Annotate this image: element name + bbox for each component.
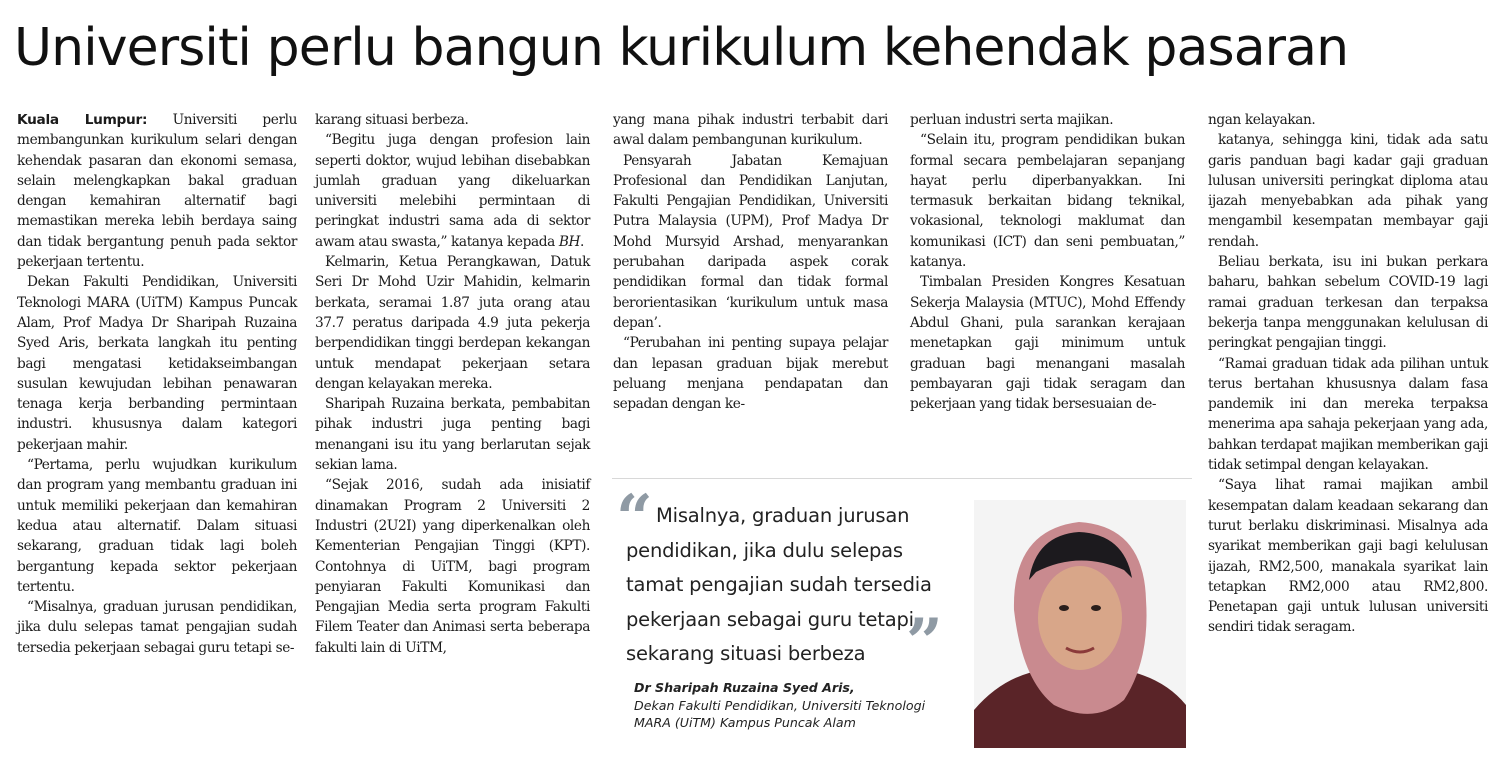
paragraph: “Pertama, perlu wujudkan kurikulum dan program yang membantu graduan ini untuk memiliki pekerjaan dan kemahiran kedua atau alternatif. Dalam situasi sekarang, graduan tidak lagi boleh bergantung kepada sektor pekerjaan tertentu.: [17, 457, 297, 595]
paragraph: Kelmarin, Ketua Perangkawan, Datuk Seri Dr Mohd Uzir Mahidin, kelmarin berkata, seramai 1.87 juta orang atau 37.7 peratus daripada 4.9 juta pekerja berpendidikan tinggi berdepan kekangan untuk mendapat pekerjaan setara dengan kelayakan mereka.: [315, 254, 590, 392]
publication-name: BH: [558, 233, 581, 250]
caption-role: MARA (UiTM) Kampus Puncak Alam: [634, 715, 856, 730]
paragraph: Pensyarah Jabatan Kemajuan Profesional dan Pendidikan Lanjutan, Fakulti Pengajian Pendidikan, Universiti Putra Malaysia (UPM), Prof Madya Dr Mohd Mursyid Arshad, menyarankan perubahan daripada aspek corak pendidikan formal dan tidak formal berorientasikan ‘kurikulum untuk masa depan’.: [613, 152, 888, 331]
paragraph: karang situasi berbeza.: [315, 112, 469, 128]
paragraph: [315, 130, 590, 252]
photo-caption: [634, 679, 994, 732]
pull-quote-line: tamat pengajian sudah tersedia: [626, 573, 932, 596]
paragraph: Timbalan Presiden Kongres Kesatuan Sekerja Malaysia (MTUC), Mohd Effendy Abdul Ghani, pula sarankan kerajaan menetapkan gaji minimum untuk graduan bagi menangani masalah pembayaran gaji tidak seragam dan pekerjaan yang tidak bersesuaian de-: [910, 274, 1185, 413]
article-column-4: [910, 110, 1185, 414]
close-quote-icon: ”: [906, 605, 943, 680]
paragraph: Dekan Fakulti Pendidikan, Universiti Teknologi MARA (UiTM) Kampus Puncak Alam, Prof Madya Dr Sharipah Ruzaina Syed Aris, berkata langkah itu penting bagi mengatasi ketidakseimbangan susulan kewujudan lebihan penawaran tenaga kerja berbanding permintaan industri. khususnya dalam kategori pekerjaan mahir.: [17, 274, 297, 453]
pull-quote-line: sekarang situasi berbeza: [626, 642, 866, 665]
paragraph: “Ramai graduan tidak ada pilihan untuk terus bertahan khususnya dalam fasa pandemik ini dan mereka terpaksa menerima apa sahaja pekerjaan yang ada, bahkan terdapat majikan memberikan gaji tidak setimpal dengan kelayakan.: [1208, 355, 1488, 474]
pull-quote-line: pekerjaan sebagai guru tetapi: [626, 607, 914, 631]
paragraph-text: .: [580, 233, 584, 250]
article-column-2: [315, 110, 590, 658]
portrait-illustration: [974, 500, 1186, 748]
paragraph: perluan industri serta majikan.: [910, 112, 1114, 128]
open-quote-icon: “: [616, 481, 653, 556]
paragraph: “Misalnya, graduan jurusan pendidikan, jika dulu selepas tamat pengajian sudah tersedia pekerjaan sebagai guru tetapi se-: [17, 599, 297, 656]
paragraph: “Saya lihat ramai majikan ambil kesempatan dalam keadaan sekarang dan turut berlaku diskriminasi. Misalnya ada syarikat memberikan gaji bagi kelulusan ijazah, RM2,500, manakala syarikat lain tetapkan RM2,000 atau RM2,800. Penetapan gaji untuk lulusan universiti sendiri tidak seragam.: [1208, 477, 1488, 636]
paragraph: “Sejak 2016, sudah ada inisiatif dinamakan Program 2 Universiti 2 Industri (2U2I) yang diperkenalkan oleh Kementerian Pengajian Tinggi (KPT). Contohnya di UiTM, bagi program penyiaran Fakulti Komunikasi dan Pengajian Media serta program Fakulti Filem Teater dan Animasi serta beberapa fakulti lain di UiTM,: [315, 477, 590, 656]
paragraph: yang mana pihak industri terbabit dari awal dalam pembangunan kurikulum.: [613, 112, 888, 149]
paragraph-text: Universiti perlu membangunkan kurikulum selari dengan kehendak pasaran dan ekonomi semasa, selain melengkapkan bakal graduan dengan kemahiran alternatif bagi memastikan mereka lebih berdaya saing dan tidak bergantung penuh pada sektor pekerjaan tertentu.: [17, 112, 297, 271]
paragraph: “Perubahan ini penting supaya pelajar dan lepasan graduan bijak merebut peluang menjana pendapatan dan sepadan dengan ke-: [613, 335, 888, 413]
portrait-photo: [974, 500, 1186, 748]
pull-quote-line: pendidikan, jika dulu selepas: [626, 538, 903, 562]
paragraph: “Selain itu, program pendidikan bukan formal secara pembelajaran sepanjang hayat perlu diperbanyakkan. Ini termasuk berkaitan bidang teknikal, vokasional, teknologi maklumat dan komunikasi (ICT) dan seni pembuatan,” katanya.: [910, 132, 1185, 271]
article-column-5: [1208, 110, 1488, 638]
article-column-1: [17, 110, 297, 658]
caption-name: Dr Sharipah Ruzaina Syed Aris,: [634, 680, 855, 695]
paragraph: [17, 110, 297, 272]
article-column-3: [613, 110, 888, 414]
paragraph-text: “Begitu juga dengan profesion lain seperti doktor, wujud lebihan disebabkan jumlah graduan yang dikeluarkan universiti melebihi permintaan di peringkat industri sama ada di sektor awam atau swasta,” katanya kepada: [315, 132, 590, 250]
paragraph: Sharipah Ruzaina berkata, pembabitan pihak industri juga penting bagi menangani isu itu yang berlarutan sejak sekian lama.: [315, 396, 590, 474]
dateline: Kuala Lumpur:: [17, 112, 148, 128]
paragraph: ngan kelayakan.: [1208, 112, 1316, 128]
paragraph: Beliau berkata, isu ini bukan perkara baharu, bahkan sebelum COVID-19 lagi ramai graduan terkesan dan terpaksa bekerja tanpa menggunakan kelulusan di peringkat pengajian tinggi.: [1208, 254, 1488, 352]
pull-quote-line: Misalnya, graduan jurusan: [656, 504, 910, 527]
caption-role: Dekan Fakulti Pendidikan, Universiti Teknologi: [634, 697, 926, 713]
paragraph: katanya, sehingga kini, tidak ada satu garis panduan bagi kadar gaji graduan lulusan universiti peringkat diploma atau ijazah menyebabkan ada pihak yang mengambil kesempatan membayar gaji rendah.: [1208, 132, 1488, 250]
headline: Universiti perlu bangun kurikulum kehendak pasaran: [14, 18, 1349, 78]
